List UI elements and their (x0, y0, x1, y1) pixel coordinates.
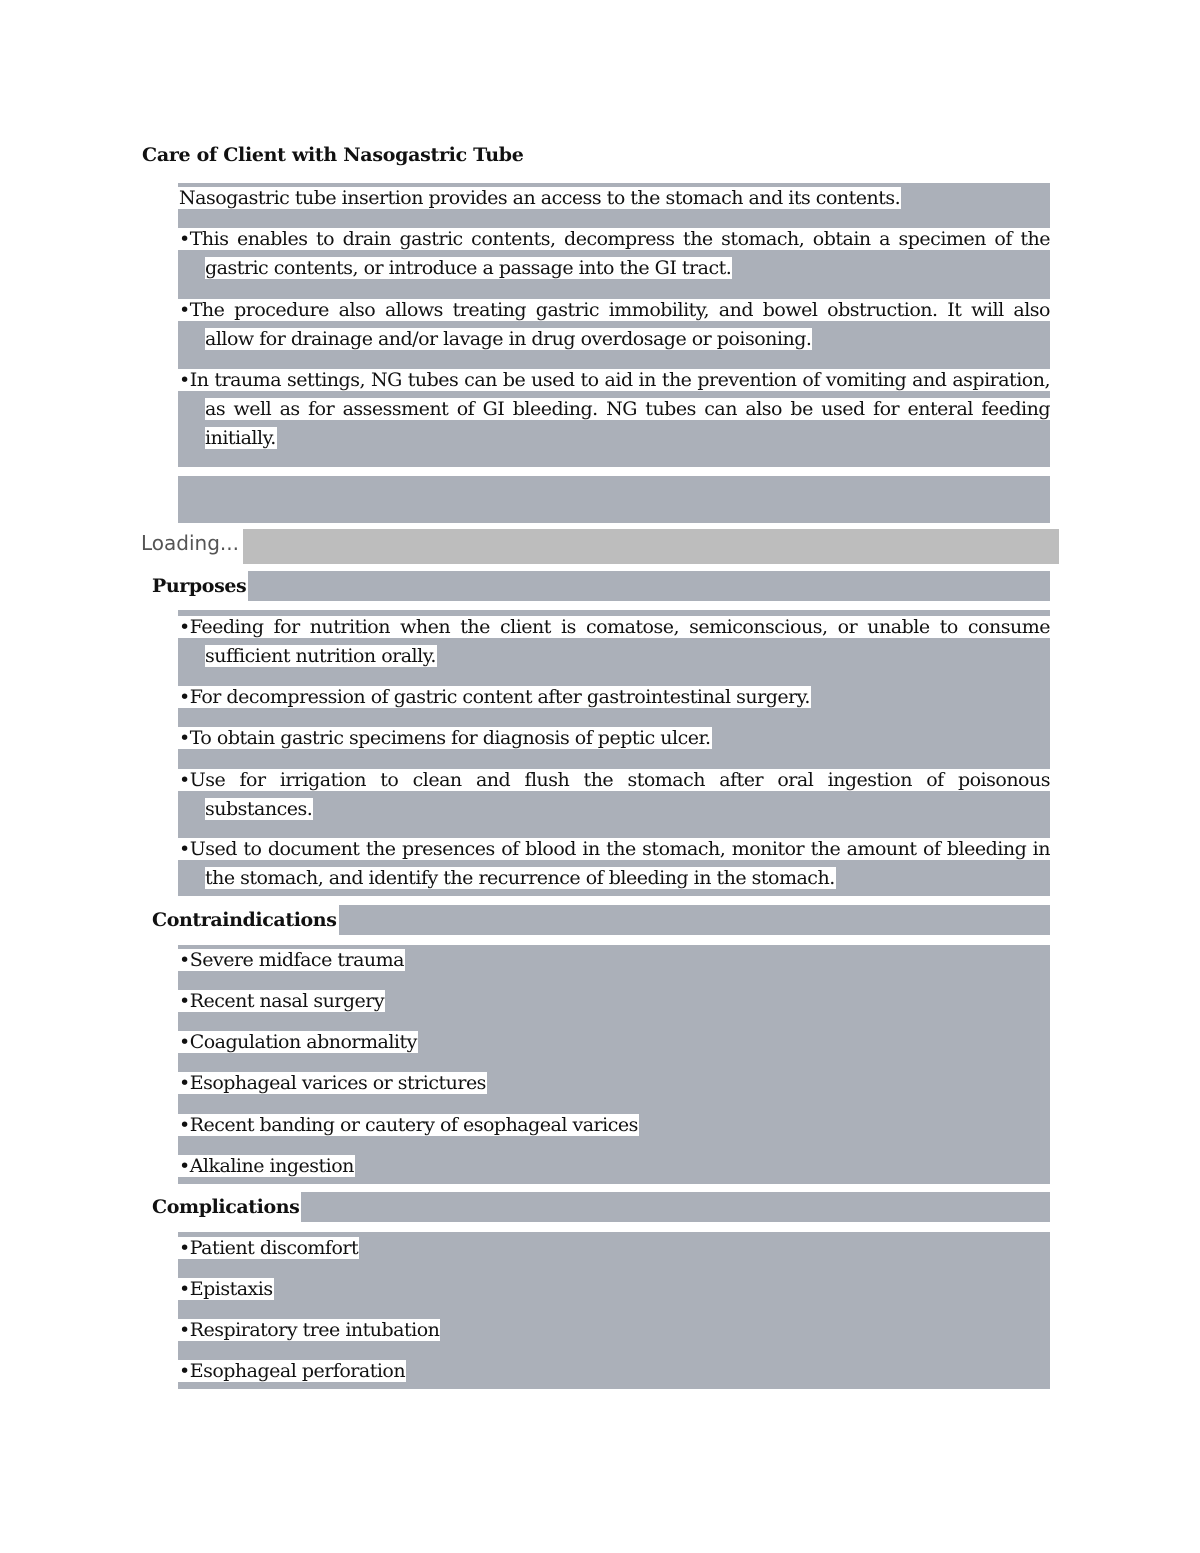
list-item (178, 987, 1050, 1016)
loading-text: Loading... (140, 529, 243, 564)
list-item (178, 766, 1050, 824)
contraindications-heading (150, 905, 1050, 935)
list-item-text: •Recent nasal surgery (179, 990, 385, 1012)
list-item (178, 1275, 1050, 1304)
page-title: Care of Client with Nasogastric Tube (142, 144, 524, 166)
list-item-text: •Coagulation abnormality (179, 1031, 417, 1053)
list-item-text: •Respiratory tree intubation (179, 1319, 440, 1341)
complications-heading (150, 1192, 1050, 1222)
list-item (178, 1234, 1050, 1263)
list-item (178, 1069, 1050, 1098)
intro-bullet-text: •In trauma settings, NG tubes can be used to aid in the prevention of vomiting and aspiration, as well as for assessment of GI bleeding. NG tubes can also be used for enteral feeding initially. (179, 369, 1050, 449)
list-item (178, 1152, 1050, 1181)
list-item-text: •Alkaline ingestion (179, 1155, 354, 1177)
intro-bullet-text: •This enables to drain gastric contents, decompress the stomach, obtain a specimen of the gastric contents, or introduce a passage into the GI tract. (179, 228, 1050, 279)
contraindications-highlight-block (178, 945, 1050, 1184)
list-item-text: •To obtain gastric specimens for diagnosis of peptic ulcer. (179, 727, 711, 749)
list-item (178, 724, 1050, 753)
contraindications-heading-text: Contraindications (150, 905, 339, 935)
list-item (178, 613, 1050, 671)
list-item-text: •Severe midface trauma (179, 949, 404, 971)
purposes-heading-text: Purposes (150, 571, 248, 601)
list-item (178, 946, 1050, 975)
list-item (178, 1111, 1050, 1140)
list-item (178, 1316, 1050, 1345)
intro-bullet (178, 296, 1050, 354)
intro-bullet (178, 225, 1050, 283)
intro-bullet-text: •The procedure also allows treating gastric immobility, and bowel obstruction. It will also allow for drainage and/or lavage in drug overdosage or poisoning. (179, 299, 1050, 350)
intro-lead (178, 184, 1050, 213)
intro-lead-text: Nasogastric tube insertion provides an access to the stomach and its contents. (179, 187, 901, 209)
list-item (178, 1357, 1050, 1386)
purposes-heading (150, 571, 1050, 601)
complications-heading-text: Complications (150, 1192, 301, 1222)
list-item-text: •Esophageal perforation (179, 1360, 406, 1382)
list-item-text: •Used to document the presences of blood in the stomach, monitor the amount of bleeding in the stomach, and identify the recurrence of bleeding in the stomach. (179, 838, 1050, 889)
empty-highlight-block (178, 476, 1050, 523)
loading-placeholder (140, 529, 1059, 564)
list-item (178, 835, 1050, 893)
list-item-text: •Recent banding or cautery of esophageal varices (179, 1114, 638, 1136)
list-item-text: •Use for irrigation to clean and flush the stomach after oral ingestion of poisonous substances. (179, 769, 1050, 820)
list-item (178, 683, 1050, 712)
list-item-text: •Esophageal varices or strictures (179, 1072, 486, 1094)
intro-bullet (178, 366, 1050, 453)
list-item-text: •Feeding for nutrition when the client is comatose, semiconscious, or unable to consume sufficient nutrition orally. (179, 616, 1050, 667)
list-item (178, 1028, 1050, 1057)
list-item-text: •Patient discomfort (179, 1237, 359, 1259)
list-item-text: •For decompression of gastric content after gastrointestinal surgery. (179, 686, 810, 708)
list-item-text: •Epistaxis (179, 1278, 273, 1300)
